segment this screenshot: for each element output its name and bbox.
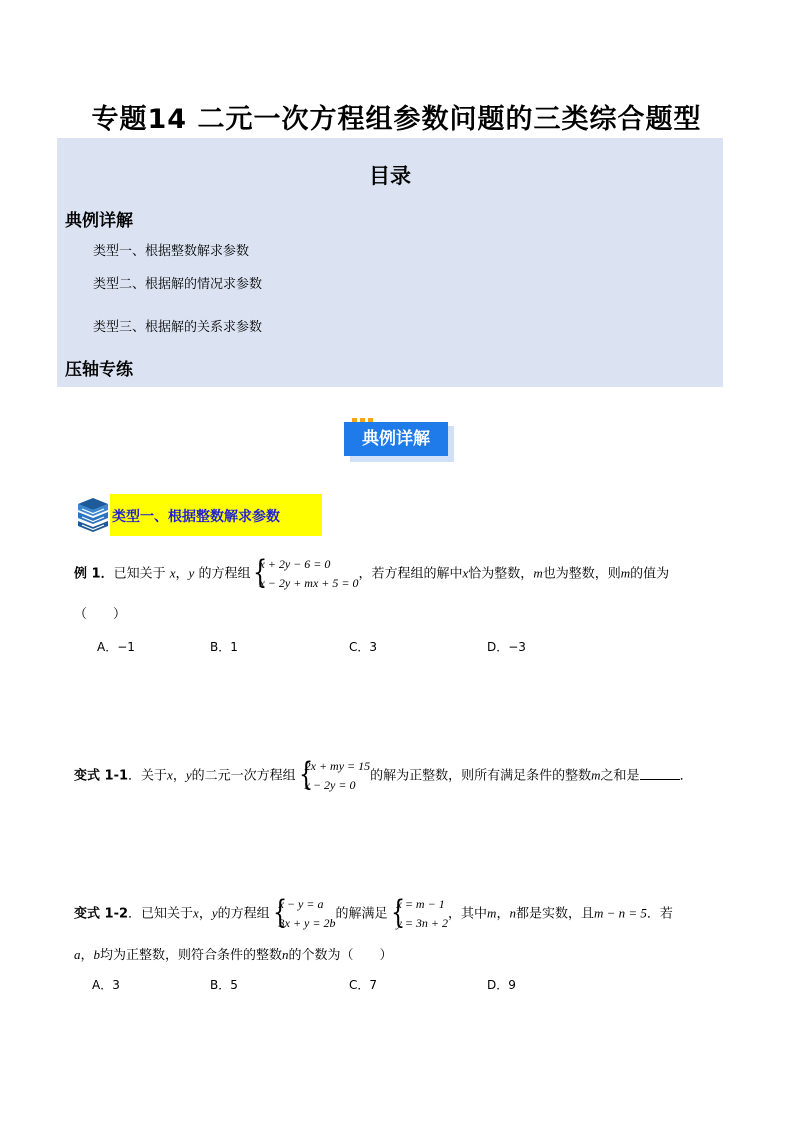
var-x: x [169, 565, 176, 581]
variant-1-2-question [74, 895, 673, 933]
toc-item-type2[interactable]: 类型二、根据解的情况求参数 [93, 277, 263, 292]
q-text: ， [172, 768, 186, 784]
equation-system-1: { x − y = a 3x + y = 2b [272, 893, 336, 931]
condition: m − n = 5 [593, 905, 647, 921]
var-n: n [509, 905, 516, 921]
banner-label: 典例详解 [344, 422, 448, 456]
q-text: 之和是 [600, 768, 640, 784]
q-text: 的方程组 [194, 566, 251, 582]
var-n: n [282, 947, 289, 962]
option-d[interactable]: D．−3 [487, 640, 526, 654]
equation-2: x − 2y = 0 [304, 778, 356, 792]
option-b[interactable]: B．1 [210, 640, 238, 654]
toc-item-type3[interactable]: 类型三、根据解的关系求参数 [93, 320, 263, 335]
example-1-label: 例 1． [74, 566, 114, 582]
q-text: ，其中 [448, 906, 488, 922]
equation-3: x = m − 1 [396, 897, 445, 911]
equation-system-2: { x = m − 1 y = 3n + 2 [390, 893, 449, 931]
variant-1-1-label: 变式 1-1 [74, 768, 129, 784]
toc-section-practice[interactable]: 压轴专练 [65, 360, 133, 380]
toc-item-type1[interactable]: 类型一、根据整数解求参数 [93, 244, 250, 259]
q-text: 的方程组 [217, 906, 270, 922]
var-y: y [185, 767, 192, 783]
books-icon [74, 497, 112, 533]
equation-2: 3x + y = 2b [278, 916, 336, 930]
q-text: 均为正整数，则符合条件的整数 [100, 948, 283, 963]
answer-parentheses: （ ） [74, 607, 127, 622]
option-c[interactable]: C．3 [349, 640, 378, 654]
variant-1-2-label: 变式 1-2 [74, 906, 129, 922]
equation-system: { 2x + my = 15 x − 2y = 0 [298, 755, 371, 793]
q-text: ．关于 [128, 768, 168, 784]
equation-4: y = 3n + 2 [396, 916, 449, 930]
var-y: y [188, 565, 195, 581]
q-text: ，若方程组的解中 [358, 566, 463, 582]
q-text: ．若 [646, 906, 673, 922]
equation-2: x − 2y + mx + 5 = 0 [259, 576, 359, 590]
option-d[interactable]: D．9 [487, 978, 516, 992]
section-banner [344, 418, 456, 464]
q-text: ， [198, 906, 212, 922]
var-a: a [74, 947, 81, 962]
q-text: 恰为整数， [468, 566, 534, 582]
q-text: ， [80, 948, 94, 963]
variant-1-1-question [74, 757, 693, 795]
toc-section-examples[interactable]: 典例详解 [65, 211, 133, 231]
q-text: ． [679, 768, 693, 784]
q-text: 也为整数，则 [542, 566, 621, 582]
var-m: m [591, 767, 601, 783]
option-a[interactable]: A．3 [92, 978, 120, 992]
equation-1: x + 2y − 6 = 0 [259, 557, 331, 571]
table-of-contents [57, 138, 723, 387]
q-text: ．已知关于 [128, 906, 194, 922]
var-x: x [193, 905, 199, 921]
var-y: y [211, 905, 218, 921]
option-a[interactable]: A．−1 [97, 640, 135, 654]
q-text: 的值为 [630, 566, 670, 582]
q-text: 的解为正整数，则所有满足条件的整数 [370, 768, 592, 784]
q-text: 的二元一次方程组 [191, 768, 296, 784]
var-m: m [533, 565, 543, 581]
equation-1: x − y = a [278, 897, 324, 911]
q-text: 的个数为（ ） [288, 948, 393, 963]
q-text: ， [175, 566, 189, 582]
option-b[interactable]: B．5 [210, 978, 238, 992]
variant-1-2-line2 [74, 944, 393, 963]
document-title: 专题14 二元一次方程组参数问题的三类综合题型 [91, 104, 702, 135]
toc-title: 目录 [369, 164, 411, 188]
q-text: 都是实数，且 [515, 906, 594, 922]
answer-blank[interactable] [640, 767, 680, 780]
var-b: b [93, 947, 101, 962]
var-m: m [620, 565, 631, 581]
equation-1: 2x + my = 15 [304, 759, 371, 773]
var-x: x [462, 565, 469, 581]
equation-system: { x + 2y − 6 = 0 x − 2y + mx + 5 = 0 [253, 553, 359, 591]
q-text: 的解满足 [335, 906, 388, 922]
q-text: 已知关于 [113, 566, 166, 582]
example-1-question [74, 555, 669, 593]
type-heading-text: 类型一、根据整数解求参数 [112, 509, 280, 525]
var-x: x [167, 767, 173, 783]
option-c[interactable]: C．7 [349, 978, 378, 992]
var-m: m [487, 905, 497, 921]
q-text: ， [496, 906, 510, 922]
